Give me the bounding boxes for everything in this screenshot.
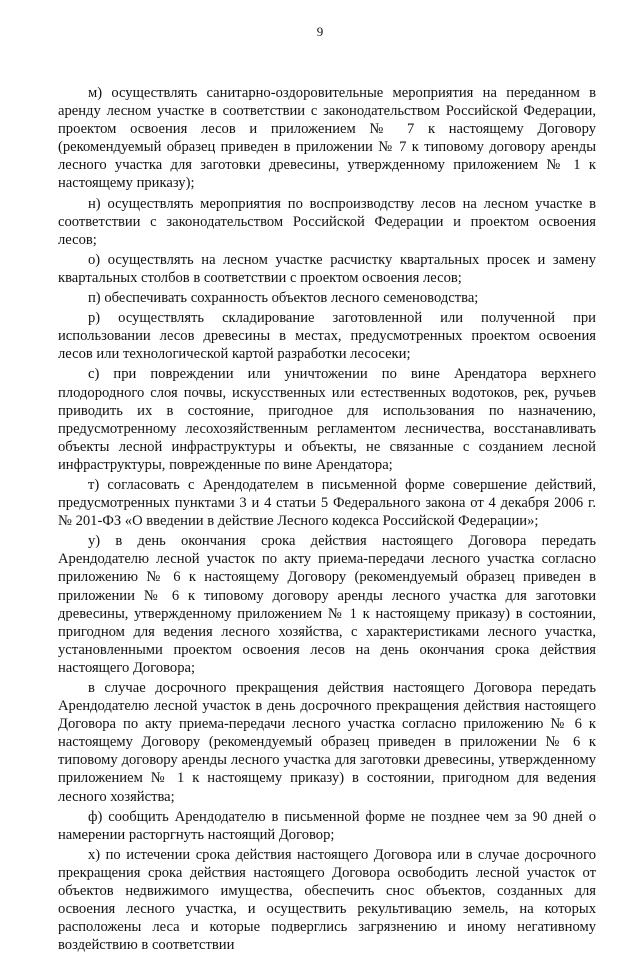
paragraph-s: с) при повреждении или уничтожении по вине Арендатора верхнего плодородного слоя почвы, искусственных или естественных водотоков, рек, ручьев приводить их в состояние, пригодное для использования по назначению, предусмотренному лесохозяйственным регламентом лесничества, восстанавливать объекты лесной инфраструктуры и объекты, не связанные с созданием лесной инфраструктуры, поврежденные по вине Арендатора;: [58, 366, 596, 473]
paragraph-n: н) осуществлять мероприятия по воспроизводству лесов на лесном участке в соответствии с законодательством Российской Федерации и проектом освоения лесов;: [58, 195, 596, 248]
paragraph-r: р) осуществлять складирование заготовленной или полученной при использовании лесов древесины в местах, предусмотренных проектом освоения лесов или технологической картой разработки лесосеки;: [58, 310, 596, 363]
paragraph-p: п) обеспечивать сохранность объектов лесного семеноводства;: [88, 290, 479, 307]
paragraph-m: м) осуществлять санитарно-оздоровительные мероприятия на переданном в аренду лесном участке в соответствии с законодательством Российской Федерации, проектом освоения лесов и приложением № 7 к настоящему Договору (рекомендуемый образец приведен в приложении № 7 к типовому договору аренды лесного участка для заготовки древесины, утвержденному приложением № 1 к настоящему приказу);: [58, 85, 596, 192]
paragraph-o: о) осуществлять на лесном участке расчистку квартальных просек и замену квартальных столбов в соответствии с проектом освоения лесов;: [58, 251, 596, 286]
paragraph-early-termination: в случае досрочного прекращения действия настоящего Договора передать Арендодателю лесной участок в день досрочного прекращения действия настоящего Договора по акту приема-передачи лесного участка согласно приложению № 6 к настоящему Договору (рекомендуемый образец приведен в приложении № 6 к типовому договору аренды лесного участка для заготовки древесины, утвержденному приложением № 1 к настоящему приказу) в состоянии, пригодном для ведения лесного хозяйства;: [58, 680, 596, 805]
paragraph-f: ф) сообщить Арендодателю в письменной форме не позднее чем за 90 дней о намерении расторгнуть настоящий Договор;: [58, 808, 596, 843]
paragraph-h: х) по истечении срока действия настоящего Договора или в случае досрочного прекращения срока действия настоящего Договора освободить лесной участок от объектов недвижимого имущества, обеспечить снос объектов, созданных для освоения лесного участка, и осуществить рекультивацию земель, на которых расположены леса и которые подверглись загрязнению и иному негативному воздействию в соответствии: [58, 846, 596, 954]
page-number: 9: [316, 24, 324, 39]
document-body: [58, 84, 596, 954]
paragraph-u: у) в день окончания срока действия настоящего Договора передать Арендодателю лесной участок по акту приема-передачи лесного участка согласно приложению № 6 к настоящему Договору (рекомендуемый образец приведен в приложении № 6 к типовому договору аренды лесного участка для заготовки древесины, утвержденному приложением № 1 к настоящему приказу) в состоянии, пригодном для ведения лесного хозяйства, с характеристиками лесного участка, установленными проектом освоения лесов на день окончания срока действия настоящего Договора;: [58, 533, 596, 676]
paragraph-t: т) согласовать с Арендодателем в письменной форме совершение действий, предусмотренных пунктами 3 и 4 статьи 5 Федерального закона от 4 декабря 2006 г. № 201-ФЗ «О введении в действие Лесного кодекса Российской Федерации»;: [58, 476, 596, 530]
